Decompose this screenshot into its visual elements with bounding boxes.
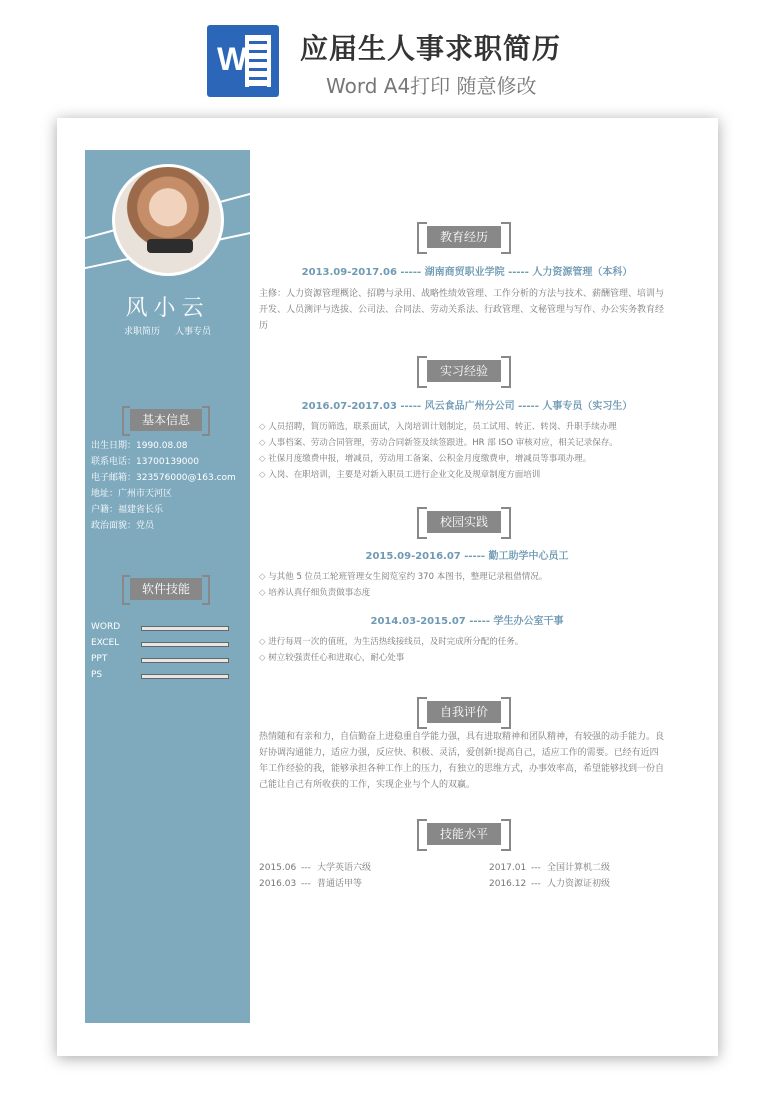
internship-list (259, 419, 669, 483)
info-politics: 政治面貌：党员 (91, 521, 155, 531)
skill-row (91, 652, 241, 668)
skill-row (91, 636, 241, 652)
banner-title: 应届生人事求职简历 (300, 32, 562, 65)
banner (0, 0, 774, 118)
campus-title: 校园实践 (427, 511, 501, 533)
education-desc: 主修：人力资源管理概论、招聘与录用、战略性绩效管理、工作分析的方法与技术、薪酬管理、培训与开发、人员测评与选拔、公司法、合同法、劳动关系法、行政管理、文秘管理与写作、办公实务教育经历 (259, 289, 665, 331)
word-logo-letter: W (217, 41, 248, 77)
campus-list-2 (259, 634, 669, 666)
cert-row (259, 876, 362, 889)
cert-date: 2015.06 (259, 863, 297, 873)
cert-row (489, 860, 610, 873)
list-item: ◇ 人事档案、劳动合同管理，劳动合同新签及续签跟进。HR 部 ISO 审核对应，相关记录保存。 (259, 435, 669, 451)
candidate-tags (85, 324, 250, 337)
campus-list-1 (259, 569, 669, 601)
sidebar (85, 150, 250, 1023)
software-skills-list (91, 620, 241, 684)
skill-label: WORD (91, 622, 121, 632)
self-eval-text: 热情随和有亲和力，自信勤奋上进稳重自学能力强，具有进取精神和团队精神，有较强的动手能力。良好协调沟通能力，适应力强，反应快、积极、灵活，爱创新!提高自己，适应工作的需要。已经有近四年工作经验的我，能够承担各种工作上的压力，有独立的思维方式，办事效率高，希望能够找到一份自己能让自己有所收获的工作，实现企业与个人的双赢。 (259, 732, 665, 790)
cert-sep: --- (301, 863, 311, 873)
list-item: ◇ 培养认真仔细负责做事态度 (259, 585, 669, 601)
education-title: 教育经历 (427, 226, 501, 248)
tag-resume: 求职简历 (124, 327, 161, 337)
resume-paper (57, 118, 718, 1056)
info-hometown: 户籍：福建省长乐 (91, 505, 164, 515)
skill-label: EXCEL (91, 638, 120, 648)
info-birth: 出生日期：1990.08.08 (91, 441, 188, 451)
cert-date: 2016.03 (259, 879, 297, 889)
banner-subtitle: Word A4打印 随意修改 (326, 74, 537, 98)
software-skills-title: 软件技能 (130, 578, 202, 600)
skill-bar (141, 642, 229, 647)
list-item: ◇ 社保月度缴费申报，增减员，劳动用工备案、公积金月度缴费申，增减员等事项办理。 (259, 451, 669, 467)
cert-sep: --- (531, 863, 541, 873)
basic-info-title: 基本信息 (130, 409, 202, 431)
skill-label: PS (91, 670, 103, 680)
internship-title: 实习经验 (427, 360, 501, 382)
skill-bar (141, 674, 229, 679)
cert-name: 普通话甲等 (317, 879, 363, 889)
education-head: 2013.09-2017.06 ----- 湖南商贸职业学院 ----- 人力资源管理（本科） (301, 267, 633, 278)
campus-head-2: 2014.03-2015.07 ----- 学生办公室干事 (370, 616, 564, 627)
skill-label: PPT (91, 654, 108, 664)
candidate-name: 风小云 (125, 296, 210, 321)
cert-name: 全国计算机二级 (547, 863, 611, 873)
campus-head-1: 2015.09-2016.07 ----- 勤工助学中心员工 (365, 551, 569, 562)
list-item: ◇ 进行每周一次的值班，为生活热线接线员，及时完成所分配的任务。 (259, 634, 669, 650)
tag-position: 人事专员 (174, 327, 211, 337)
cert-date: 2016.12 (489, 879, 527, 889)
cert-row (259, 860, 371, 873)
skill-bar (141, 626, 229, 631)
cert-name: 大学英语六级 (317, 863, 372, 873)
skill-bar (141, 658, 229, 663)
info-email: 电子邮箱：323576000@163.com (91, 473, 236, 483)
internship-head: 2016.07-2017.03 ----- 风云食品广州分公司 ----- 人事专员（实习生） (301, 401, 633, 412)
word-logo-icon (207, 25, 279, 97)
self-eval-title: 自我评价 (427, 701, 501, 723)
cert-row (489, 876, 610, 889)
list-item: ◇ 人员招聘，简历筛选，联系面试，入岗培训计划制定，员工试用、转正、转岗、升职手续办理 (259, 419, 669, 435)
basic-info-list (91, 438, 236, 534)
cert-name: 人力资源证初级 (547, 879, 611, 889)
cert-date: 2017.01 (489, 863, 527, 873)
info-address: 地址：广州市天河区 (91, 489, 173, 499)
list-item: ◇ 入岗、在职培训，主要是对新入职员工进行企业文化及规章制度方面培训 (259, 467, 669, 483)
skills-title: 技能水平 (427, 823, 501, 845)
cert-sep: --- (531, 879, 541, 889)
skill-row (91, 668, 241, 684)
info-phone: 联系电话：13700139000 (91, 457, 199, 467)
list-item: ◇ 树立较强责任心和进取心，耐心处事 (259, 650, 669, 666)
list-item: ◇ 与其他 5 位员工轮班管理女生阅览室约 370 本图书，整理记录租借情况。 (259, 569, 669, 585)
avatar (112, 164, 224, 276)
main-content (257, 118, 677, 1056)
cert-sep: --- (301, 879, 311, 889)
skill-row (91, 620, 241, 636)
